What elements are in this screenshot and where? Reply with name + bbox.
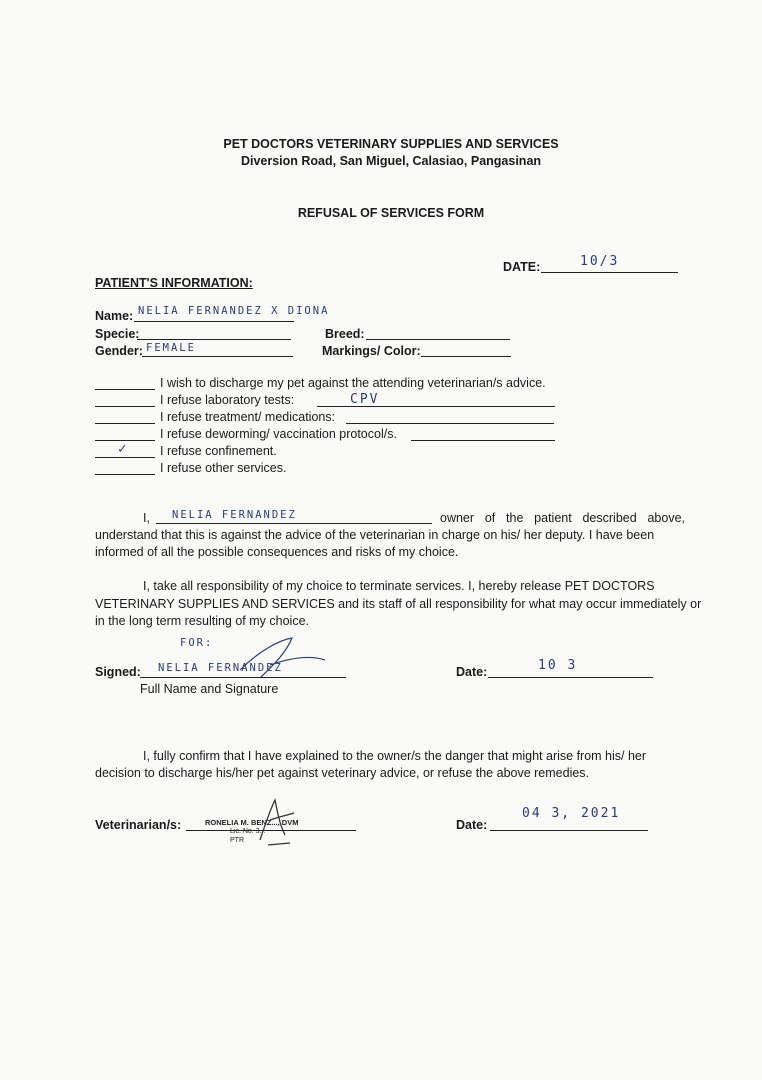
release-line-1: I, take all responsibility of my choice to terminate services. I, hereby release PET DOCTORS [143,579,655,593]
confirmation-line-1: I, fully confirm that I have explained to the owner/s the danger that might arise from his/ her [143,749,647,763]
release-line-2: VETERINARY SUPPLIES AND SERVICES and its staff of all responsibility for what may occur immediately or [95,597,702,611]
confirmation-line-2: decision to discharge his/her pet against veterinary advice, or refuse the above remedies. [95,766,590,780]
name-label: Name: [95,309,134,323]
signature-caption: Full Name and Signature [140,682,279,696]
refusal-blank-2 [95,406,155,407]
form-title: REFUSAL OF SERVICES FORM [297,206,485,220]
specie-line [137,339,291,340]
owner-name-value: NELIA FERNANDEZ [172,509,297,521]
patient-info-heading: PATIENT'S INFORMATION: [95,276,253,290]
breed-line [366,339,510,340]
refusal-item-5: I refuse confinement. [160,444,277,458]
company-address: Diversion Road, San Miguel, Calasiao, Pangasinan [240,154,542,168]
confinement-check-mark: ✓ [118,441,129,457]
specie-label: Specie: [95,327,140,341]
statement-prefix: I, [143,511,150,525]
date-label: DATE: [503,260,541,274]
owner-name-line [156,523,432,524]
lab-tests-value: CPV [350,392,380,407]
gender-label: Gender: [95,344,143,358]
signed-for-note: FOR: [180,637,214,649]
medications-line [346,423,554,424]
markings-line [421,356,511,357]
refusal-item-2: I refuse laboratory tests: [160,393,295,407]
signed-line [140,677,346,678]
refusal-blank-1 [95,389,155,390]
date-line [541,272,678,273]
markings-label: Markings/ Color: [322,344,421,358]
name-line [134,321,294,322]
statement-line-3: informed of all the possible consequences and risks of my choice. [95,545,459,559]
statement-line-2: understand that this is against the advice of the veterinarian in charge on his/ her deputy. I have been [95,528,655,542]
vet-date-value: 04 3, 2021 [522,806,621,821]
veterinarian-label: Veterinarian/s: [95,818,182,832]
gender-value: FEMALE [146,342,196,354]
refusal-item-1: I wish to discharge my pet against the attending veterinarian/s advice. [160,376,546,390]
refusal-blank-3 [95,423,155,424]
deworming-line [411,440,555,441]
date-value: 10/3 [580,254,620,269]
vet-date-label: Date: [456,818,488,832]
vet-stamp-ptr: PTR [230,837,244,844]
name-value: NELIA FERNANDEZ X DIONA [138,305,330,317]
breed-label: Breed: [325,327,365,341]
refusal-item-3: I refuse treatment/ medications: [160,410,336,424]
signed-value: NELIA FERNANDEZ [158,662,283,674]
signed-date-label: Date: [456,665,488,679]
release-line-3: in the long term resulting of my choice. [95,614,309,628]
vet-stamp-name: RONELIA M. BENZ..., DVM [205,818,299,827]
signed-date-value: 10 3 [538,658,578,673]
gender-line [142,356,293,357]
signed-date-line [488,677,653,678]
vet-stamp-license: Lic. No. 3... [230,828,266,835]
company-name: PET DOCTORS VETERINARY SUPPLIES AND SERVICES [223,137,559,151]
refusal-item-4: I refuse deworming/ vaccination protocol/s. [160,427,397,441]
refusal-item-6: I refuse other services. [160,461,287,475]
vet-date-line [490,830,648,831]
refusal-blank-5 [95,457,155,458]
refusal-blank-6 [95,474,155,475]
statement-line-1: owner of the patient described above, [440,511,685,525]
vet-signature-scribble [250,795,300,855]
signed-label: Signed: [95,665,141,679]
